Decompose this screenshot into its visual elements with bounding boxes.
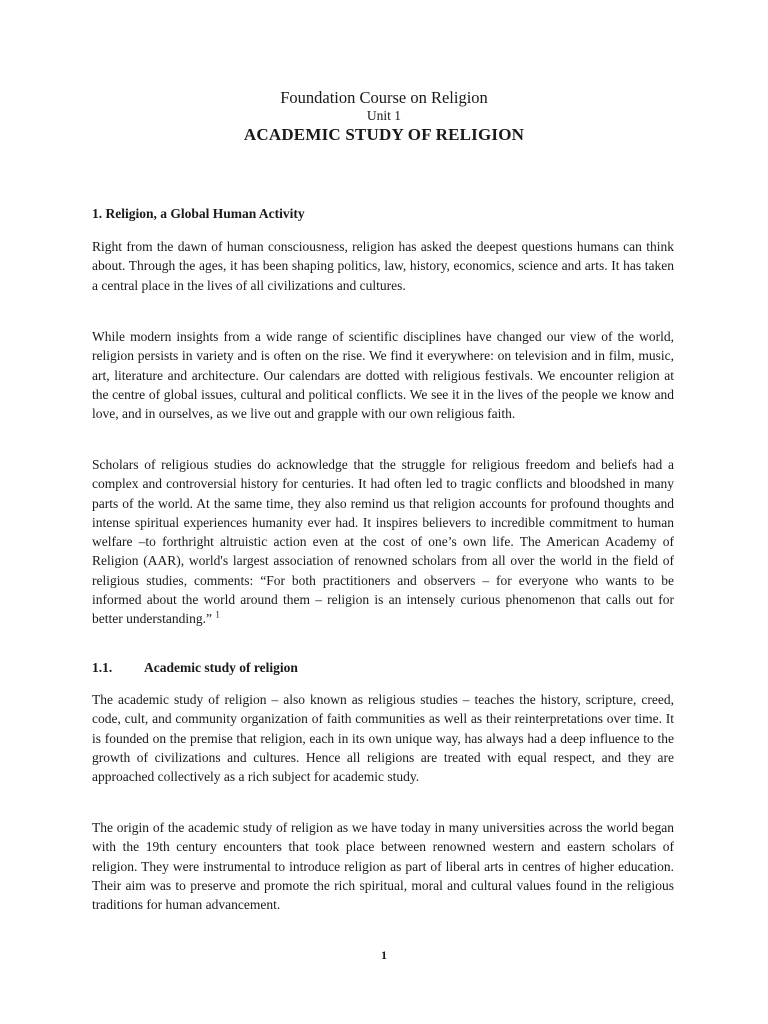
unit-heading: ACADEMIC STUDY OF RELIGION — [243, 125, 525, 144]
document-title: Foundation Course on Religion — [280, 88, 488, 107]
paragraph-3 — [92, 455, 674, 629]
subsection-heading-1-1 — [92, 660, 298, 676]
page-number: 1 — [381, 948, 387, 962]
section-heading-1: 1. Religion, a Global Human Activity — [92, 206, 305, 221]
document-header — [92, 88, 676, 146]
unit-label: Unit 1 — [366, 108, 402, 123]
paragraph-4: The academic study of religion – also known as religious studies – teaches the history, scripture, creed, code, cult, and community organization of faith communities as well as their reinterpretations over time. It is founded on the premise that religion, each in its own unique way, has always had a deep influence to the growth of civilizations and cultures. Hence all religions are treated with equal respect, and they are approached collectively as a rich subject for academic study. — [92, 692, 674, 785]
subsection-number: 1.1. — [92, 660, 113, 675]
paragraph-2: While modern insights from a wide range of scientific disciplines have changed our view of the world, religion persists in variety and is often on the rise. We find it everywhere: on television and in film, music, art, literature and architecture. Our calendars are dotted with religious festivals. We encounter religion at the centre of global issues, cultural and political conflicts. We see it in the lives of the people we know and love, and in ourselves, as we live out and grapple with our own religious faith. — [92, 329, 674, 422]
subsection-title: Academic study of religion — [144, 660, 298, 675]
paragraph-1: Right from the dawn of human consciousness, religion has asked the deepest questions humans can think about. Through the ages, it has been shaping politics, law, history, economics, science and arts. It has taken a central place in the lives of all civilizations and cultures. — [92, 239, 674, 293]
footnote-ref[interactable]: 1 — [215, 609, 220, 620]
paragraph-3-text: Scholars of religious studies do acknowledge that the struggle for religious freedom and beliefs had a complex and controversial history for centuries. It had often led to tragic conflicts and bloodshed in many parts of the world. At the same time, they also remind us that religion accounts for profound thoughts and intense spiritual experiences humanity ever had. It inspires believers to incredible commitment to human welfare –to forthright altruistic action even at the cost of one’s own life. The American Academy of Religion (AAR), world's largest association of renowned scholars from all over the world in the field of religious studies, comments: “For both practitioners and observers – for everyone who wants to be informed about the world around them – religion is an intensely curious phenomenon that calls out for better understanding.” — [92, 457, 674, 627]
paragraph-5: The origin of the academic study of religion as we have today in many universities across the world began with the 19th century encounters that took place between renowned western and eastern scholars of religion. They were instrumental to introduce religion as part of liberal arts in centres of higher education. Their aim was to preserve and promote the rich spiritual, moral and cultural values found in the religious traditions for human advancement. — [92, 820, 674, 913]
